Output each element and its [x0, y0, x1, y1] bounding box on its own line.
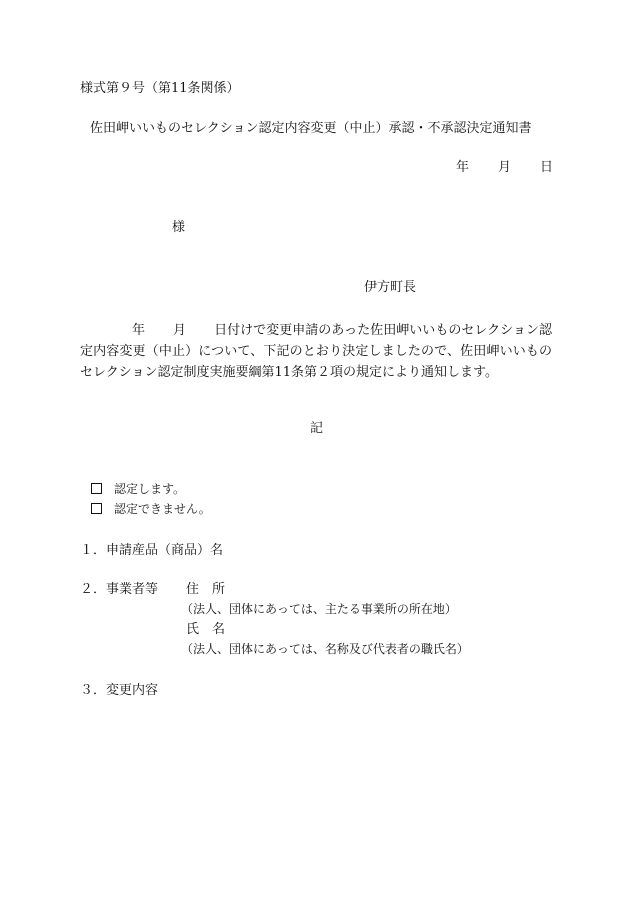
notice-body [80, 320, 552, 383]
ki-label: 記 [310, 421, 324, 436]
date-month: 月 [498, 160, 512, 175]
body-month: 月 [173, 323, 187, 338]
document-title: 佐田岬いいものセレクション認定内容変更（中止）承認・不承認決定通知書 [90, 121, 532, 136]
form-number: 様式第９号（第11条関係） [80, 81, 240, 96]
date-line [456, 160, 553, 176]
date-day: 日 [540, 160, 554, 175]
item-1-label: １．申請産品（商品）名 [80, 543, 224, 558]
name-label: 氏 名 [186, 622, 226, 637]
name-note: （法人、団体にあっては、名称及び代表者の職氏名） [181, 642, 469, 656]
option-approve-label: 認定します。 [114, 482, 186, 496]
checkbox-approve[interactable] [91, 483, 102, 494]
option-reject-label: 認定できません。 [114, 502, 211, 516]
address-label: 住 所 [186, 582, 226, 597]
option-approve [91, 482, 185, 497]
issuer: 伊方町長 [364, 280, 417, 295]
body-year: 年 [132, 323, 146, 338]
item-3-label: ３．変更内容 [80, 683, 159, 698]
addressee-suffix: 様 [172, 220, 186, 235]
checkbox-reject[interactable] [91, 503, 102, 514]
item-2-label: ２．事業者等 [80, 582, 159, 597]
body-text: 日付けで変更申請のあった佐田岬いいものセレクション認定内容変更（中止）について、下記のとおり決定しましたので、佐田岬いいものセレクション認定制度実施要綱第11条第２項の規定により通知します。 [80, 323, 552, 380]
option-reject [91, 502, 211, 517]
date-year: 年 [456, 160, 470, 175]
address-note: （法人、団体にあっては、主たる事業所の所在地） [181, 602, 457, 616]
